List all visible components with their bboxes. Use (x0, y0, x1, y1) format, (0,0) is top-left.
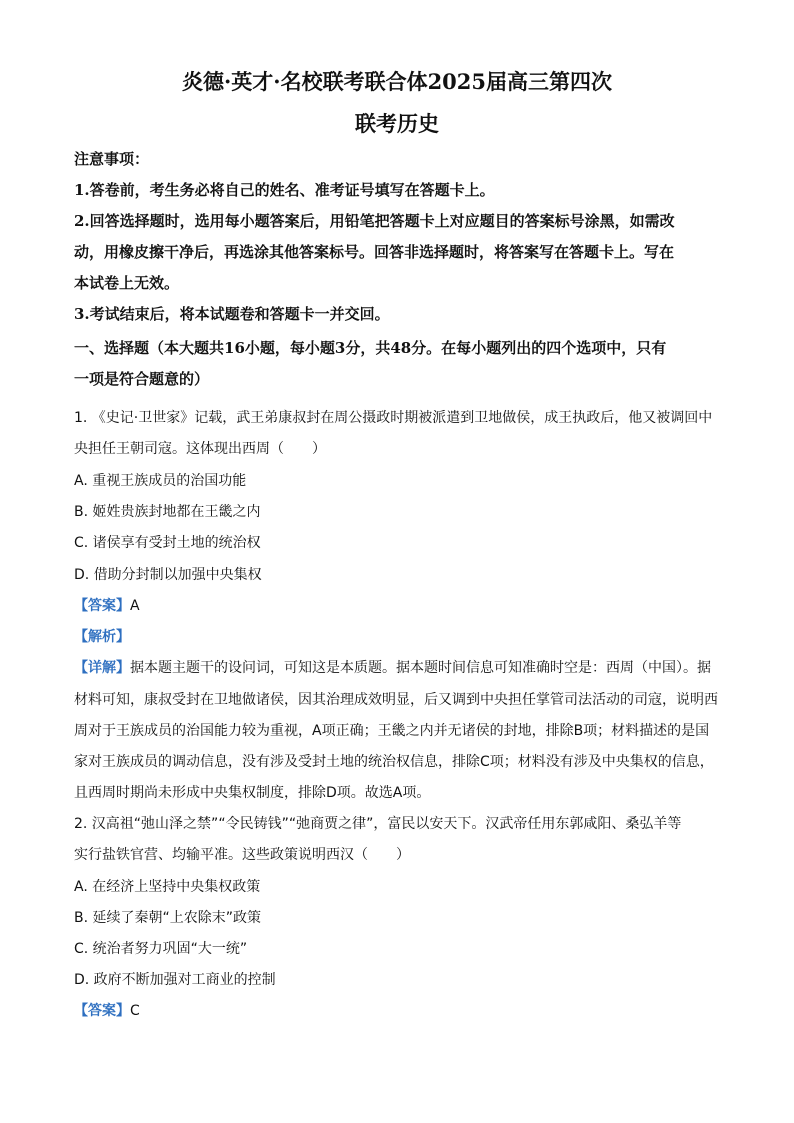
q1-answer-value: A (130, 598, 140, 614)
notice-line-5: 3.考试结束后，将本试题卷和答题卡一并交回。 (74, 305, 390, 323)
q1-detail-line-2: 材料可知，康叔受封在卫地做诸侯，因其治理成效明显，后又调到中央担任掌管司法活动的司寇，说明西 (74, 692, 718, 708)
q2-answer-tag: 【答案】 (74, 1003, 130, 1019)
exam-title: 炎德·英才·名校联考联合体2025届高三第四次 (181, 69, 613, 94)
q2-stem-line-2: 实行盐铁官营、均输平准。这些政策说明西汉（ ） (74, 847, 410, 863)
q2-option-d: D. 政府不断加强对工商业的控制 (74, 972, 276, 988)
q2-option-b: B. 延续了秦朝“上农除末”政策 (74, 910, 262, 926)
notice-line-2: 2.回答选择题时，选用每小题答案后，用铅笔把答题卡上对应题目的答案标号涂黑，如需改 (74, 212, 675, 230)
q1-detail-line-3: 周对于王族成员的治国能力较为重视，A项正确；王畿之内并无诸侯的封地，排除B项；材料描述的是国 (74, 723, 710, 739)
q2-answer-line (74, 996, 724, 1027)
section-heading-line-2: 一项是符合题意的） (74, 370, 210, 388)
notice-line-1: 1.答卷前，考生务必将自己的姓名、准考证号填写在答题卡上。 (74, 181, 495, 199)
q1-detail-text-1: 据本题主题干的设问词，可知这是本质题。据本题时间信息可知准确时空是：西周（中国）。据 (130, 660, 711, 676)
q1-answer-tag: 【答案】 (74, 598, 130, 614)
q1-option-b: B. 姬姓贵族封地都在王畿之内 (74, 504, 261, 520)
q1-analysis-tag: 【解析】 (74, 629, 130, 645)
exam-subject: 联考历史 (355, 111, 439, 136)
notice-heading: 注意事项： (74, 150, 150, 168)
q1-analysis-line (74, 622, 724, 653)
section-heading-line-1: 一、选择题（本大题共16小题，每小题3分，共48分。在每小题列出的四个选项中，只有 (74, 339, 667, 357)
q2-option-c: C. 统治者努力巩固“大一统” (74, 941, 248, 957)
notice-line-4: 本试卷上无效。 (74, 274, 180, 292)
q1-option-a: A. 重视王族成员的治国功能 (74, 473, 247, 489)
q2-option-a: A. 在经济上坚持中央集权政策 (74, 879, 261, 895)
notice-line-3: 动，用橡皮擦干净后，再选涂其他答案标号。回答非选择题时，将答案写在答题卡上。写在 (74, 243, 675, 261)
q1-detail-tag: 【详解】 (74, 660, 130, 676)
q1-detail-line-1 (74, 653, 724, 684)
q1-detail-line-5: 且西周时期尚未形成中央集权制度，排除D项。故选A项。 (74, 785, 431, 801)
q1-option-d: D. 借助分封制以加强中央集权 (74, 567, 262, 583)
q2-stem-line-1: 2. 汉高祖“弛山泽之禁”“令民铸钱”“弛商贾之律”，富民以安天下。汉武帝任用东郭咸阳、桑弘羊等 (74, 816, 682, 832)
q2-answer-value: C (130, 1003, 140, 1019)
q1-option-c: C. 诸侯享有受封土地的统治权 (74, 535, 261, 551)
q1-answer-line (74, 591, 724, 622)
q1-stem-line-1: 1. 《史记·卫世家》记载，武王弟康叔封在周公摄政时期被派遣到卫地做侯，成王执政后，他又被调回中 (74, 410, 713, 426)
q1-stem-line-2: 央担任王朝司寇。这体现出西周（ ） (74, 441, 326, 457)
q1-detail-line-4: 家对王族成员的调动信息，没有涉及受封土地的统治权信息，排除C项；材料没有涉及中央集权的信息， (74, 754, 714, 770)
